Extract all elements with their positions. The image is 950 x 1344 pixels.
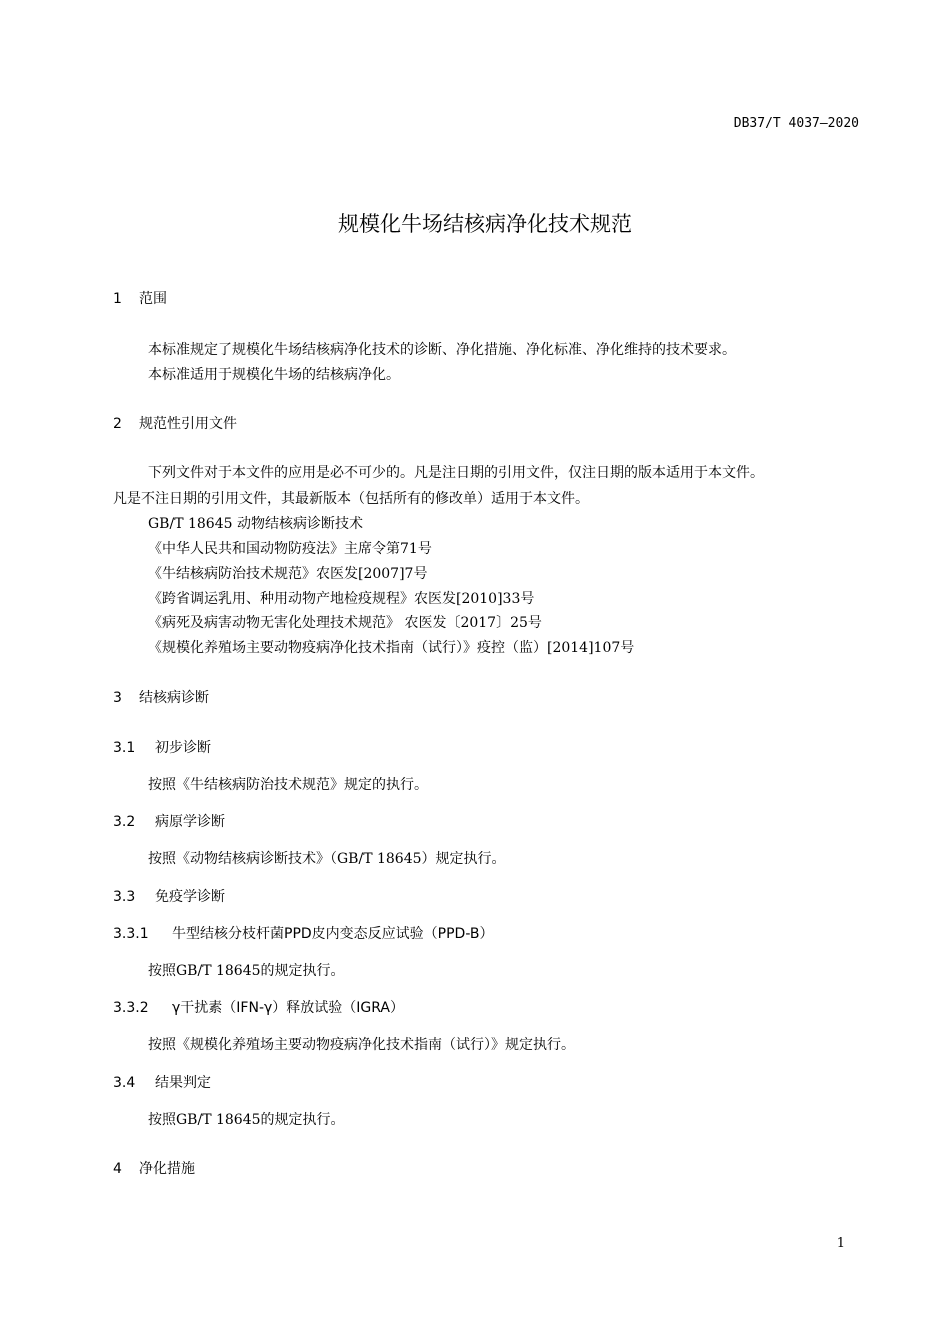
section-2-heading <box>113 413 237 433</box>
section-number: 3.3 <box>113 889 136 905</box>
references-intro-line-1: 下列文件对于本文件的应用是必不可少的。凡是注日期的引用文件，仅注日期的版本适用于本文件。 <box>148 465 764 481</box>
section-number: 3.2 <box>113 814 136 830</box>
section-number: 3.3.1 <box>113 926 149 942</box>
section-3-3-2-heading <box>113 997 404 1017</box>
section-title: 结核病诊断 <box>139 690 209 706</box>
section-3-4-text: 按照GB/T 18645的规定执行。 <box>148 1112 345 1128</box>
section-3-1-text: 按照《牛结核病防治技术规范》规定的执行。 <box>148 777 428 793</box>
section-title: 净化措施 <box>139 1161 195 1177</box>
scope-paragraph-1: 本标准规定了规模化牛场结核病净化技术的诊断、净化措施、净化标准、净化维持的技术要求。 <box>148 342 736 358</box>
reference-item: 《规模化养殖场主要动物疫病净化技术指南（试行）》疫控（监）[2014]107号 <box>148 640 635 656</box>
section-3-heading <box>113 687 209 707</box>
reference-item: 《病死及病害动物无害化处理技术规范》 农医发〔2017〕25号 <box>148 615 542 631</box>
section-number: 3.4 <box>113 1075 136 1091</box>
section-3-2-text: 按照《动物结核病诊断技术》（GB/T 18645）规定执行。 <box>148 851 506 867</box>
section-3-1-heading <box>113 737 211 757</box>
section-3-3-heading <box>113 886 225 906</box>
reference-item: 《跨省调运乳用、种用动物产地检疫规程》农医发[2010]33号 <box>148 591 535 607</box>
section-title: γ干扰素（IFN-γ）释放试验（IGRA） <box>172 1000 404 1016</box>
section-title: 初步诊断 <box>155 740 211 756</box>
references-intro-line-2: 凡是不注日期的引用文件，其最新版本（包括所有的修改单）适用于本文件。 <box>113 491 589 507</box>
section-title: 规范性引用文件 <box>139 416 237 432</box>
section-number: 2 <box>113 416 122 432</box>
section-number: 3.1 <box>113 740 136 756</box>
section-3-3-2-text: 按照《规模化养殖场主要动物疫病净化技术指南（试行）》规定执行。 <box>148 1037 575 1053</box>
section-number: 4 <box>113 1161 122 1177</box>
section-title: 病原学诊断 <box>155 814 225 830</box>
section-4-heading <box>113 1158 195 1178</box>
section-3-3-1-heading <box>113 923 494 943</box>
section-title: 免疫学诊断 <box>155 889 225 905</box>
section-number: 3.3.2 <box>113 1000 149 1016</box>
section-3-3-1-text: 按照GB/T 18645的规定执行。 <box>148 963 345 979</box>
section-title: 范围 <box>139 291 167 307</box>
section-number: 3 <box>113 690 122 706</box>
reference-item: 《牛结核病防治技术规范》农医发[2007]7号 <box>148 566 428 582</box>
section-3-4-heading <box>113 1072 211 1092</box>
document-title: 规模化牛场结核病净化技术规范 <box>338 212 632 236</box>
section-title: 牛型结核分枝杆菌PPD皮内变态反应试验（PPD-B） <box>172 926 494 942</box>
page-number: 1 <box>836 1236 845 1251</box>
section-title: 结果判定 <box>155 1075 211 1091</box>
section-1-heading <box>113 288 167 308</box>
reference-item: GB/T 18645 动物结核病诊断技术 <box>148 516 363 532</box>
section-number: 1 <box>113 291 122 307</box>
section-3-2-heading <box>113 811 225 831</box>
reference-item: 《中华人民共和国动物防疫法》主席令第71号 <box>148 541 432 557</box>
scope-paragraph-2: 本标准适用于规模化牛场的结核病净化。 <box>148 367 400 383</box>
standard-code: DB37/T 4037—2020 <box>733 116 859 131</box>
